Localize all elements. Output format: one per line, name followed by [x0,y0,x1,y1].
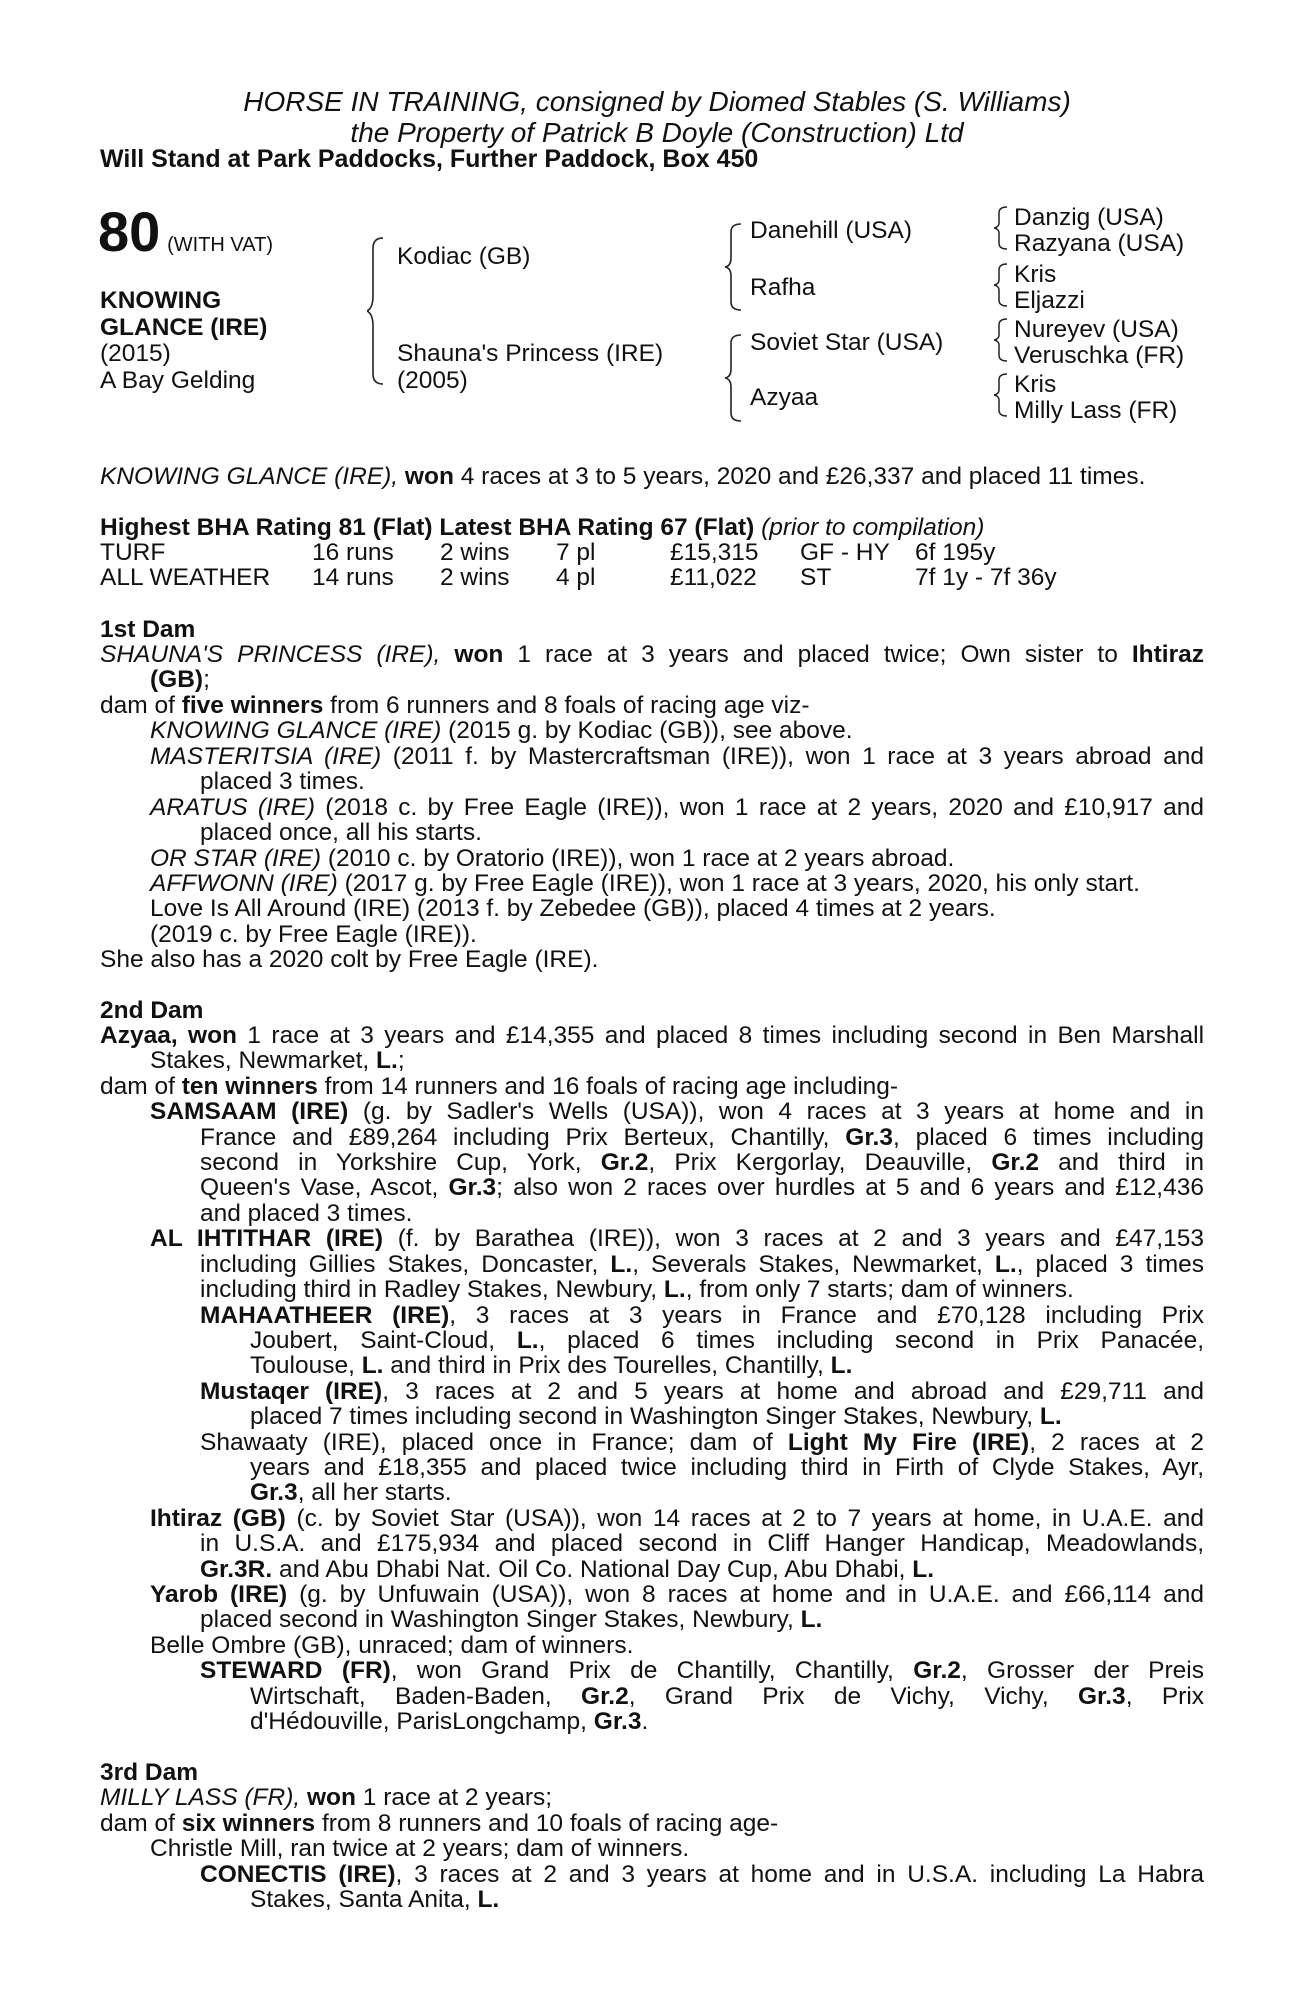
horse-description: A Bay Gelding [100,367,256,394]
produce-entry: Love Is All Around (IRE) (2013 f. by Zebedee (GB)), placed 4 times at 2 years. [150,895,996,922]
grand-produce-entry-cont: Toulouse, L. and third in Prix des Tourelles, Chantilly, L. [250,1352,853,1379]
bha-rating [100,515,984,541]
produce-entry-cont: and placed 3 times. [200,1200,413,1227]
pedigree-brace-sire-parents [725,222,745,312]
produce-entry: (2019 c. by Free Eagle (IRE)). [150,921,477,948]
summary-won: won [404,463,454,490]
produce-entry-cont: placed second in Washington Singer Stakes, Newbury, L. [200,1606,823,1633]
produce-entry-cont: in U.S.A. and £175,934 and placed second in Cliff Hanger Handicap, Meadowlands, [200,1530,1204,1557]
third-dam-heading: 3rd Dam [100,1759,199,1786]
catalogue-header-line-2: the Property of Patrick B Doyle (Construction) Ltd [350,117,964,148]
grand-produce-entry: Mustaqer (IRE), 3 races at 2 and 5 years at home and abroad and £29,711 and [200,1378,1204,1405]
produce-note: She also has a 2020 colt by Free Eagle (IRE). [100,946,599,973]
lot-number-block [98,200,274,273]
pedigree-dam: Shauna's Princess (IRE) [397,340,664,367]
pedigree-dam-year: (2005) [397,367,468,394]
horse-name-line-1: KNOWING [100,287,222,314]
first-dam-heading: 1st Dam [100,616,196,643]
record-wins: 2 wins [440,564,510,591]
pedigree-dam-sire: Soviet Star (USA) [750,329,944,356]
pedigree-sd-dam: Eljazzi [1014,287,1085,314]
record-placed: 7 pl [556,539,596,566]
pedigree-brace-g3-1 [994,205,1010,251]
summary-horse-name: KNOWING GLANCE (IRE), [100,463,399,490]
produce-entry: Ihtiraz (GB) (c. by Soviet Star (USA)), won 14 races at 2 to 7 years at home, in U.A.E. and [150,1505,1204,1532]
race-summary [100,464,1145,490]
produce-entry-cont: France and £89,264 including Prix Berteux, Chantilly, Gr.3, placed 6 times including [200,1124,1204,1151]
produce-entry: AFFWONN (IRE) (2017 g. by Free Eagle (IRE)), won 1 race at 3 years, 2020, his only start. [150,870,1140,897]
pedigree-sire-sire: Danehill (USA) [750,217,913,244]
second-dam-line: Stakes, Newmarket, L.; [150,1047,405,1074]
record-distance: 6f 195y [915,539,996,566]
summary-text: 4 races at 3 to 5 years, 2020 and £26,337 and placed 11 times. [460,463,1146,490]
third-dam-line: MILLY LASS (FR), won 1 race at 2 years; [100,1784,553,1811]
pedigree-sire: Kodiac (GB) [397,243,531,270]
grand-produce-entry-cont: placed 7 times including second in Washington Singer Stakes, Newbury, L. [250,1403,1062,1430]
pedigree-brace-g3-2 [994,262,1010,308]
first-dam-line: (GB); [150,666,210,693]
pedigree-ss-dam: Razyana (USA) [1014,230,1185,257]
produce-entry: AL IHTITHAR (IRE) (f. by Barathea (IRE)), won 3 races at 2 and 3 years and £47,153 [150,1225,1204,1252]
produce-entry: KNOWING GLANCE (IRE) (2015 g. by Kodiac (GB)), see above. [150,717,853,744]
grand-produce-entry-cont: Stakes, Santa Anita, L. [250,1886,500,1913]
record-runs: 16 runs [312,539,394,566]
grand-produce-entry-cont: years and £18,355 and placed twice including third in Firth of Clyde Stakes, Ayr, [250,1454,1204,1481]
pedigree-brace-dam-parents [725,333,745,423]
pedigree-ds-dam: Veruschka (FR) [1014,342,1185,369]
stand-location: Will Stand at Park Paddocks, Further Paddock, Box 450 [100,145,759,173]
pedigree-dam-dam: Azyaa [750,384,819,411]
record-surface: TURF [100,539,166,566]
record-wins: 2 wins [440,539,510,566]
record-going: ST [800,564,832,591]
record-going: GF - HY [800,539,890,566]
produce-entry: ARATUS (IRE) (2018 c. by Free Eagle (IRE)), won 1 race at 2 years, 2020 and £10,917 and [150,794,1204,821]
produce-entry-cont: Queen's Vase, Ascot, Gr.3; also won 2 races over hurdles at 5 and 6 years and £12,436 [200,1174,1204,1201]
produce-entry-cont: including Gillies Stakes, Doncaster, L., Severals Stakes, Newmarket, L., placed 3 times [200,1251,1204,1278]
horse-name-line-2: GLANCE (IRE) [100,314,268,341]
grand-produce-entry: MAHAATHEER (IRE), 3 races at 3 years in France and £70,128 including Prix [200,1302,1204,1329]
produce-entry-cont: placed 3 times. [200,768,365,795]
first-dam-produce-intro: dam of five winners from 6 runners and 8 foals of racing age viz- [100,692,810,719]
produce-entry-cont: including third in Radley Stakes, Newbury, L., from only 7 starts; dam of winners. [200,1276,1074,1303]
record-earnings: £11,022 [670,564,757,591]
pedigree-brace-g3-4 [994,372,1010,418]
pedigree-sd-sire: Kris [1014,261,1057,288]
produce-entry: MASTERITSIA (IRE) (2011 f. by Mastercraftsman (IRE)), won 1 race at 3 years abroad and [150,743,1204,770]
grand-produce-entry-cont: Joubert, Saint-Cloud, L., placed 6 times including second in Prix Panacée, [250,1327,1205,1354]
produce-entry-cont: second in Yorkshire Cup, York, Gr.2, Prix Kergorlay, Deauville, Gr.2 and third in [200,1149,1204,1176]
grand-produce-entry-cont: d'Hédouville, ParisLongchamp, Gr.3. [250,1708,649,1735]
pedigree-brace-g3-3 [994,317,1010,363]
lot-number: 80 [98,200,161,263]
pedigree-dd-dam: Milly Lass (FR) [1014,397,1178,424]
third-dam-produce-intro: dam of six winners from 8 runners and 10 foals of racing age- [100,1810,779,1837]
pedigree-ss-sire: Danzig (USA) [1014,204,1164,231]
produce-entry: Belle Ombre (GB), unraced; dam of winners. [150,1632,634,1659]
record-distance: 7f 1y - 7f 36y [915,564,1057,591]
vat-note: (WITH VAT) [167,234,274,256]
second-dam-line: Azyaa, won 1 race at 3 years and £14,355 and placed 8 times including second in Ben Marshall [100,1022,1205,1049]
produce-entry: SAMSAAM (IRE) (g. by Sadler's Wells (USA)), won 4 races at 3 years at home and in [150,1098,1205,1125]
pedigree-ds-sire: Nureyev (USA) [1014,316,1179,343]
bha-rating-text: Highest BHA Rating 81 (Flat) Latest BHA Rating 67 (Flat) [100,514,755,541]
grand-produce-entry: STEWARD (FR), won Grand Prix de Chantilly, Chantilly, Gr.2, Grosser der Preis [200,1657,1204,1684]
record-runs: 14 runs [312,564,394,591]
produce-entry: Yarob (IRE) (g. by Unfuwain (USA)), won 8 races at home and in U.A.E. and £66,114 and [150,1581,1205,1608]
record-placed: 4 pl [556,564,596,591]
pedigree-brace-sire-dam [367,236,387,386]
record-earnings: £15,315 [670,539,759,566]
catalogue-header-line-1: HORSE IN TRAINING, consigned by Diomed Stables (S. Williams) [243,86,1071,117]
grand-produce-entry-cont: Gr.3, all her starts. [250,1479,452,1506]
bha-rating-note: (prior to compilation) [761,514,985,541]
grand-produce-entry-cont: Wirtschaft, Baden-Baden, Gr.2, Grand Prix de Vichy, Vichy, Gr.3, Prix [250,1683,1205,1710]
second-dam-produce-intro: dam of ten winners from 14 runners and 16 foals of racing age including- [100,1073,899,1100]
grand-produce-entry: CONECTIS (IRE), 3 races at 2 and 3 years at home and in U.S.A. including La Habra [200,1861,1204,1888]
horse-foaled-year: (2015) [100,340,171,367]
grand-produce-entry: Shawaaty (IRE), placed once in France; dam of Light My Fire (IRE), 2 races at 2 [200,1429,1204,1456]
first-dam-line: SHAUNA'S PRINCESS (IRE), won 1 race at 3 years and placed twice; Own sister to Ihtiraz [100,641,1204,668]
produce-entry-cont: Gr.3R. and Abu Dhabi Nat. Oil Co. National Day Cup, Abu Dhabi, L. [200,1556,935,1583]
pedigree-dd-sire: Kris [1014,371,1057,398]
record-surface: ALL WEATHER [100,564,271,591]
produce-entry: OR STAR (IRE) (2010 c. by Oratorio (IRE)), won 1 race at 2 years abroad. [150,845,955,872]
pedigree-sire-dam: Rafha [750,274,816,301]
second-dam-heading: 2nd Dam [100,997,204,1024]
produce-entry-cont: placed once, all his starts. [200,819,482,846]
produce-entry: Christle Mill, ran twice at 2 years; dam of winners. [150,1835,690,1862]
